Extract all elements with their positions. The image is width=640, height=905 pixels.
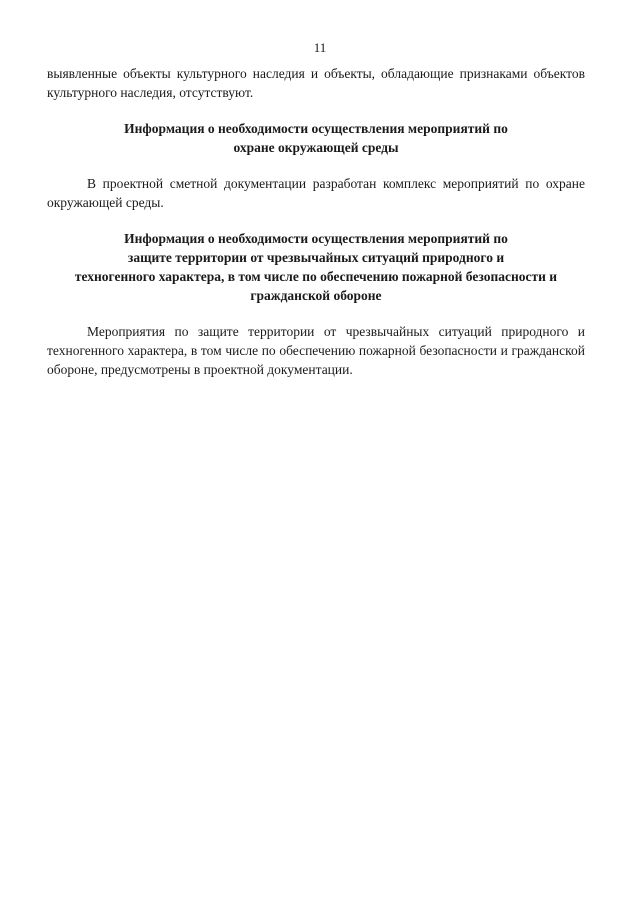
heading-line: охране окружающей среды — [233, 140, 399, 155]
heading-line: гражданской обороне — [250, 288, 382, 303]
emergency-paragraph: Мероприятия по защите территории от чрезвычайных ситуаций природного и техногенного характера, в том числе по обеспечению пожарной безопасности и гражданской обороне, предусмотрены в проектной документации. — [47, 324, 585, 377]
environment-paragraph: В проектной сметной документации разработан комплекс мероприятий по охране окружающей среды. — [47, 176, 585, 210]
emergency-section-heading — [47, 229, 585, 305]
environment-section-heading — [47, 119, 585, 157]
page-content — [47, 64, 585, 379]
heading-line: Информация о необходимости осуществления мероприятий по — [124, 121, 508, 136]
page-number: 11 — [313, 40, 327, 55]
intro-paragraph: выявленные объекты культурного наследия и объекты, обладающие признаками объектов культурного наследия, отсутствуют. — [47, 66, 585, 100]
heading-line: защите территории от чрезвычайных ситуаций природного и — [127, 250, 505, 265]
heading-line: техногенного характера, в том числе по обеспечению пожарной безопасности и — [74, 269, 558, 284]
heading-line: Информация о необходимости осуществления мероприятий по — [124, 231, 508, 246]
